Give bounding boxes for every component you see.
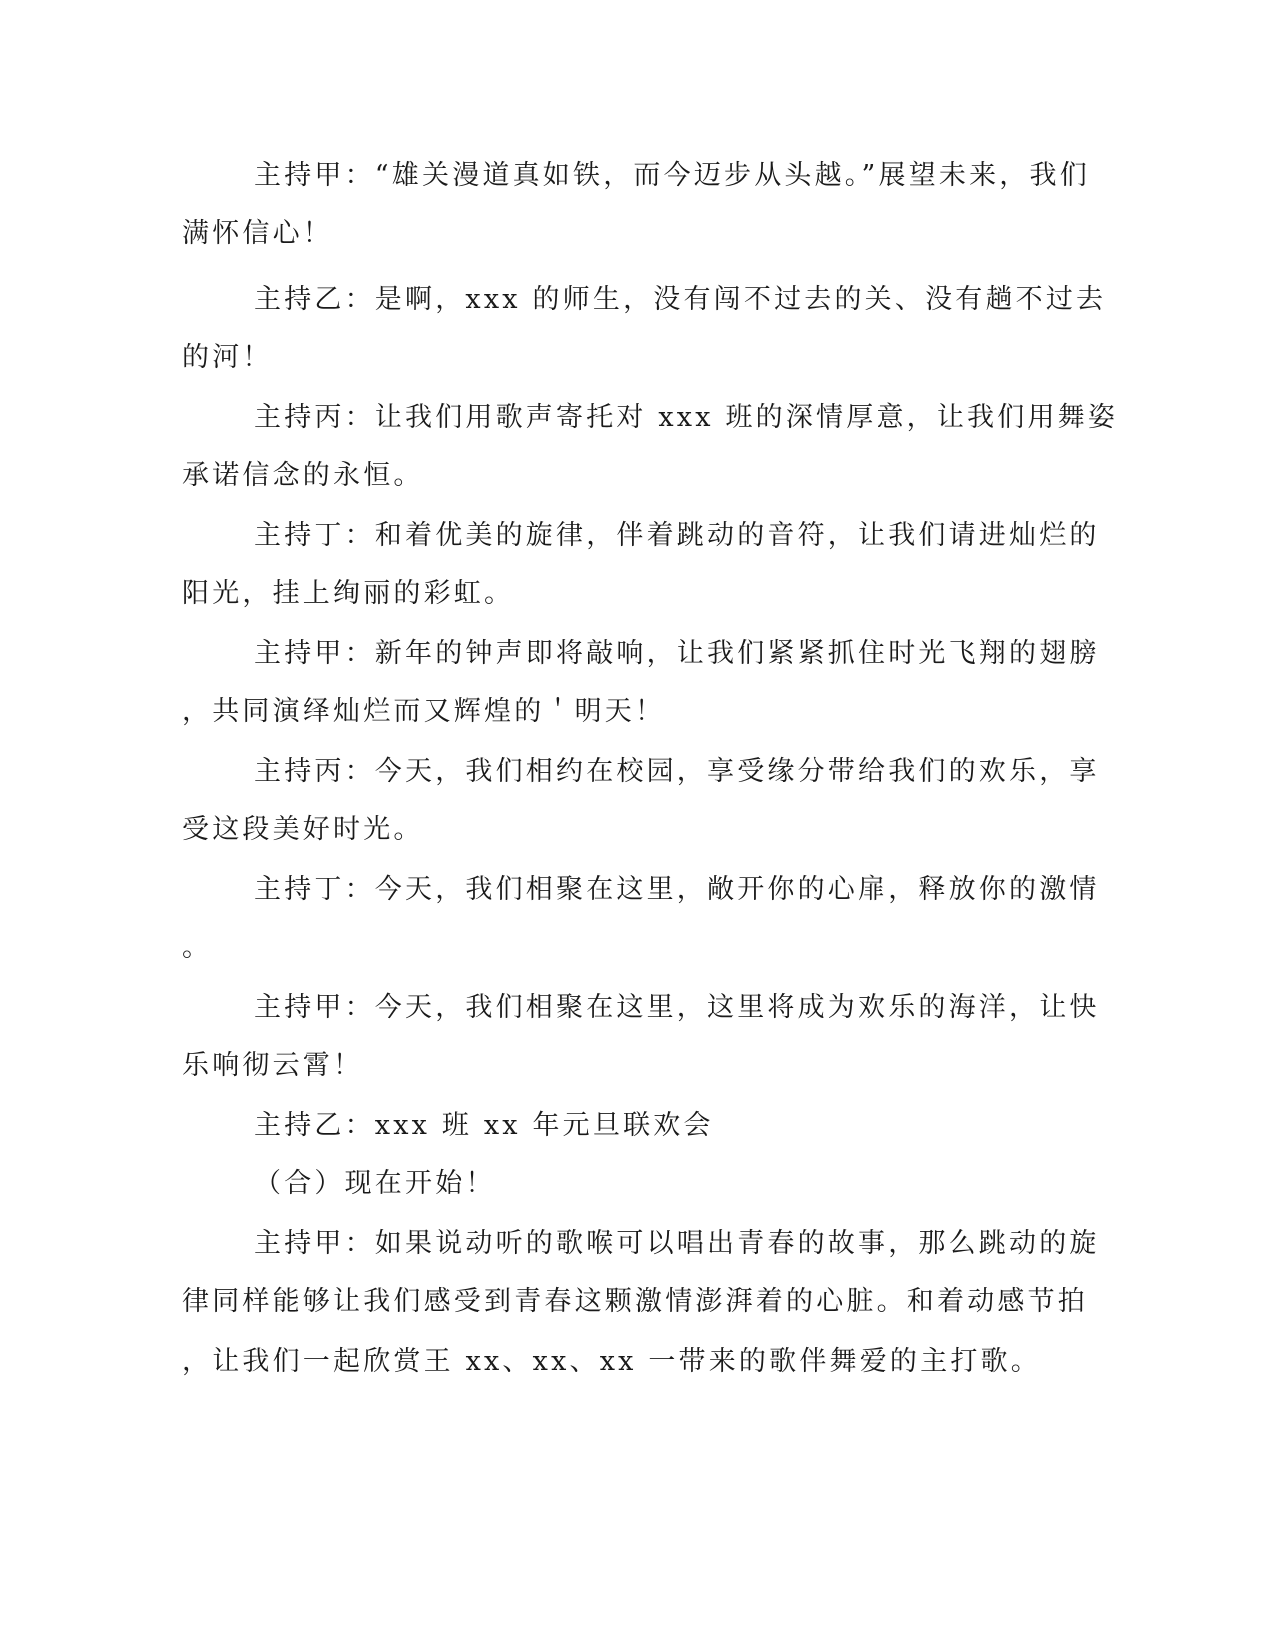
paragraph-line: 乐响彻云霄！ [182,1050,364,1081]
paragraph-line: 。 [182,932,213,963]
paragraph-line: 承诺信念的永恒。 [182,460,424,491]
paragraph-line: 主持甲：今天，我们相聚在这里，这里将成为欢乐的海洋，让快 [254,992,1100,1023]
paragraph-line: ，让我们一起欣赏王 xx、xx、xx 一带来的歌伴舞爱的主打歌。 [182,1346,1041,1377]
paragraph-line: （合）现在开始！ [254,1168,496,1199]
paragraph-line: 主持丁：今天，我们相聚在这里，敞开你的心扉，释放你的激情 [254,874,1100,905]
paragraph-line: 的河！ [182,342,273,373]
paragraph-line: 主持甲：如果说动听的歌喉可以唱出青春的故事，那么跳动的旋 [254,1228,1100,1259]
paragraph-line: 满怀信心！ [182,218,333,249]
paragraph-line: 主持丙：让我们用歌声寄托对 xxx 班的深情厚意，让我们用舞姿 [254,402,1119,433]
paragraph-line: 受这段美好时光。 [182,814,424,845]
paragraph-line: 主持甲：“雄关漫道真如铁，而今迈步从头越。”展望未来，我们 [254,160,1090,191]
paragraph-line: 主持丙：今天，我们相约在校园，享受缘分带给我们的欢乐，享 [254,756,1100,787]
paragraph-line: 主持乙：是啊，xxx 的师生，没有闯不过去的关、没有趟不过去 [254,284,1107,315]
paragraph-line: 主持甲：新年的钟声即将敲响，让我们紧紧抓住时光飞翔的翅膀 [254,638,1100,669]
paragraph-line: 阳光，挂上绚丽的彩虹。 [182,578,515,609]
paragraph-line: 律同样能够让我们感受到青春这颗激情澎湃着的心脏。和着动感节拍 [182,1286,1088,1317]
paragraph-line: 主持丁：和着优美的旋律，伴着跳动的音符，让我们请进灿烂的 [254,520,1100,551]
paragraph-line: ，共同演绎灿烂而又辉煌的＇明天！ [182,696,666,727]
paragraph-line: 主持乙：xxx 班 xx 年元旦联欢会 [254,1110,714,1141]
